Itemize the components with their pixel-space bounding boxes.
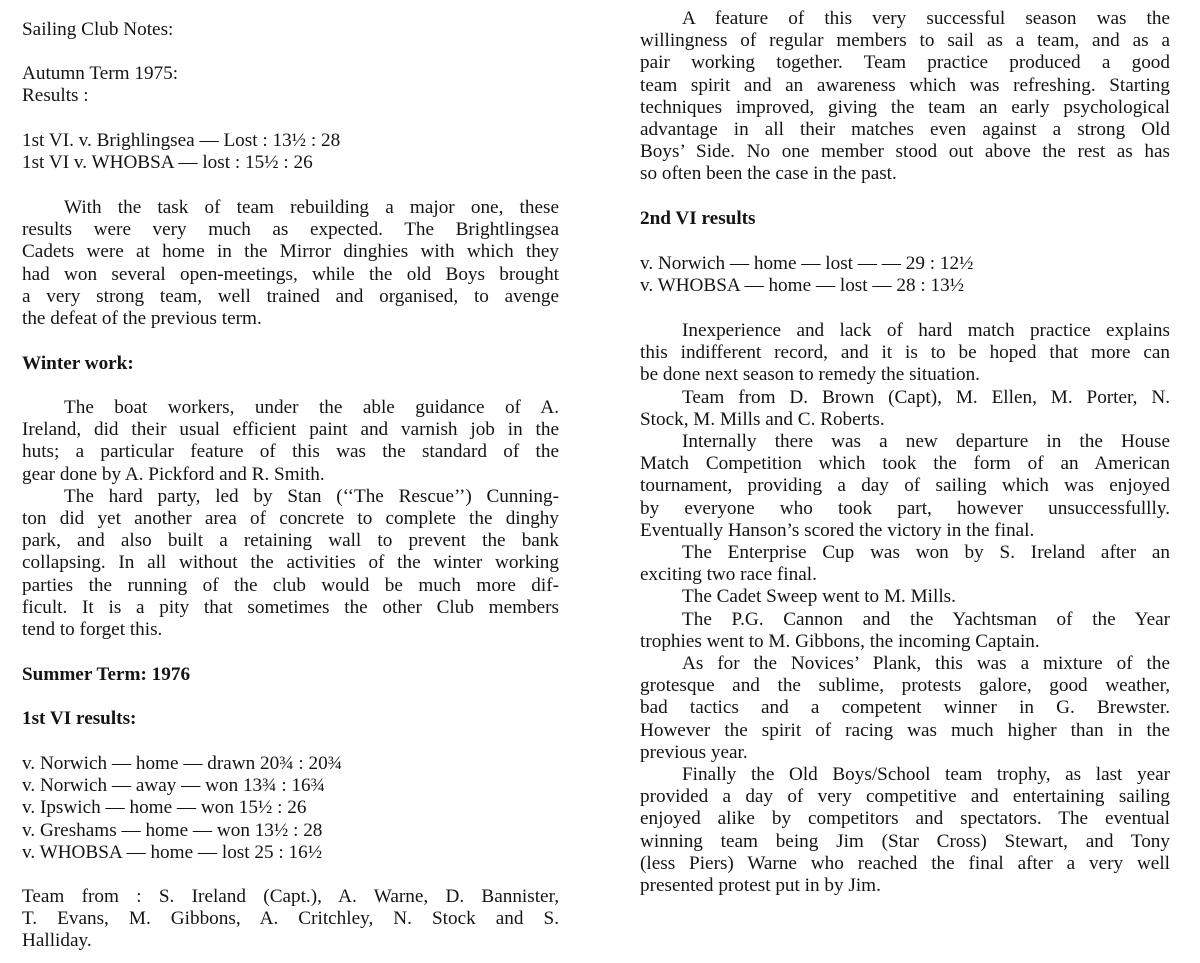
result-line: 1st VI v. WHOBSA — lost : 15½ : 26 (22, 152, 313, 174)
text-line: presented protest put in by Jim. (640, 875, 881, 897)
winter-paragraph-1 (22, 397, 559, 641)
text-line: results were very much as expected. The Brightlingsea (22, 219, 559, 241)
heading-text: Winter work: (22, 353, 134, 374)
text-line: winning team being Jim (Star Cross) Stewart, and Tony (640, 830, 1170, 852)
text-line: gear done by A. Pickford and R. Smith. (22, 463, 325, 485)
first-vi-heading (22, 708, 559, 730)
text-line: park, and also built a retaining wall to prevent the bank (22, 530, 559, 552)
text-line: A feature of this very successful season was the (682, 8, 1170, 29)
heading-text: 1st VI results: (22, 708, 137, 729)
winter-work-heading (22, 353, 559, 375)
autumn-results-label: Results : (22, 85, 89, 107)
text-line: The boat workers, under the able guidance of A. (64, 397, 559, 418)
text-line: tend to forget this. (22, 619, 163, 641)
text-line: exciting two race final. (640, 564, 817, 586)
text-line: Halliday. (22, 930, 92, 952)
text-line: advantage in all their matches even against a strong Old (640, 119, 1170, 141)
document-title (22, 19, 559, 41)
text-line: team spirit and an awareness which was refreshing. Starting (640, 74, 1170, 96)
text-line: collapsing. In all without the activities of the winter working (22, 552, 559, 574)
text-line: Match Competition which took the form of an American (640, 453, 1170, 475)
autumn-term-section (22, 63, 559, 107)
result-line: v. Ipswich — home — won 15½ : 26 (22, 797, 307, 819)
text-line: provided a day of very competitive and entertaining sailing (640, 786, 1170, 808)
text-line: grotesque and the sublime, protests galore, good weather, (640, 675, 1170, 697)
text-line: huts; a particular feature of this was the standard of the (22, 441, 559, 463)
text-line: The P.G. Cannon and the Yachtsman of the Year (682, 608, 1170, 630)
summer-term-heading (22, 664, 559, 686)
autumn-paragraph (22, 197, 559, 330)
text-line: The hard party, led by Stan (‘‘The Rescue’’) Cunning- (64, 485, 559, 507)
text-line: Stock, M. Mills and C. Roberts. (640, 408, 885, 430)
text-line: As for the Novices’ Plank, this was a mixture of the (682, 653, 1170, 675)
text-line: parties the running of the club would be much more dif- (22, 574, 559, 596)
result-line: v. Norwich — home — lost — — 29 : 12½ (640, 253, 974, 274)
second-vi-paragraphs (640, 320, 1170, 897)
text-line: ton did yet another area of concrete to complete the dinghy (22, 508, 559, 530)
text-line: Eventually Hanson’s scored the victory in the final. (640, 519, 1035, 541)
text-line: Team from : S. Ireland (Capt.), A. Warne, D. Bannister, (22, 886, 559, 907)
text-line: With the task of team rebuilding a major one, these (64, 197, 559, 218)
text-line: Inexperience and lack of hard match practice explains (682, 320, 1170, 341)
result-line: v. Greshams — home — won 13½ : 28 (22, 819, 323, 841)
text-line: The Cadet Sweep went to M. Mills. (682, 586, 956, 608)
text-line: this indifferent record, and it is to be hoped that more can (640, 342, 1170, 364)
result-line: v. Norwich — home — drawn 20¾ : 20¾ (22, 753, 343, 774)
title-text: Sailing Club Notes: (22, 19, 174, 40)
text-line: enjoyed alike by competitors and spectators. The eventual (640, 808, 1170, 830)
heading-text: 2nd VI results (640, 208, 756, 229)
second-vi-heading (640, 208, 1170, 230)
second-vi-results-list (640, 253, 1170, 297)
text-line: be done next season to remedy the situation. (640, 364, 980, 386)
text-line: a very strong team, well trained and organised, to avenge (22, 285, 559, 307)
text-line: Cadets were at home in the Mirror dinghies with which they (22, 241, 559, 263)
text-line: ficult. It is a pity that sometimes the other Club members (22, 596, 559, 618)
text-line: the defeat of the previous term. (22, 308, 262, 330)
result-line: v. Norwich — away — won 13¾ : 16¾ (22, 775, 326, 797)
text-line: trophies went to M. Gibbons, the incoming Captain. (640, 630, 1040, 652)
result-line: 1st VI. v. Brighlingsea — Lost : 13½ : 28 (22, 130, 341, 151)
text-line: (less Piers) Warne who reached the final after a very well (640, 852, 1170, 874)
text-line: However the spirit of racing was much higher than in the (640, 719, 1170, 741)
text-line: The Enterprise Cup was won by S. Ireland after an (682, 542, 1170, 564)
text-line: T. Evans, M. Gibbons, A. Critchley, N. Stock and S. (22, 908, 559, 930)
text-line: techniques improved, giving the team an early psychological (640, 96, 1170, 118)
first-vi-results-list (22, 753, 559, 864)
text-line: had won several open-meetings, while the old Boys brought (22, 263, 559, 285)
text-line: tournament, providing a day of sailing which was enjoyed (640, 475, 1170, 497)
heading-text: Summer Term: 1976 (22, 664, 191, 685)
text-line: bad tactics and a competent winner in G. Brewster. (640, 697, 1170, 719)
feature-paragraph (640, 8, 1170, 186)
autumn-term-heading: Autumn Term 1975: (22, 63, 179, 84)
text-line: Ireland, did their usual efficient paint and varnish job in the (22, 419, 559, 441)
text-line: Boys’ Side. No one member stood out above the rest as has (640, 141, 1170, 163)
first-vi-team (22, 886, 559, 953)
result-line: v. WHOBSA — home — lost — 28 : 13½ (640, 275, 965, 297)
text-line: pair working together. Team practice produced a good (640, 52, 1170, 74)
autumn-results-list (22, 130, 559, 174)
text-line: willingness of regular members to sail as a team, and as a (640, 30, 1170, 52)
text-line: so often been the case in the past. (640, 163, 897, 185)
result-line: v. WHOBSA — home — lost 25 : 16½ (22, 841, 323, 863)
text-line: Team from D. Brown (Capt), M. Ellen, M. Porter, N. (682, 386, 1170, 408)
text-line: Finally the Old Boys/School team trophy, as last year (682, 764, 1170, 786)
text-line: by everyone who took part, however unsuccessfullly. (640, 497, 1170, 519)
text-line: Internally there was a new departure in the House (682, 431, 1170, 453)
text-line: previous year. (640, 741, 748, 763)
